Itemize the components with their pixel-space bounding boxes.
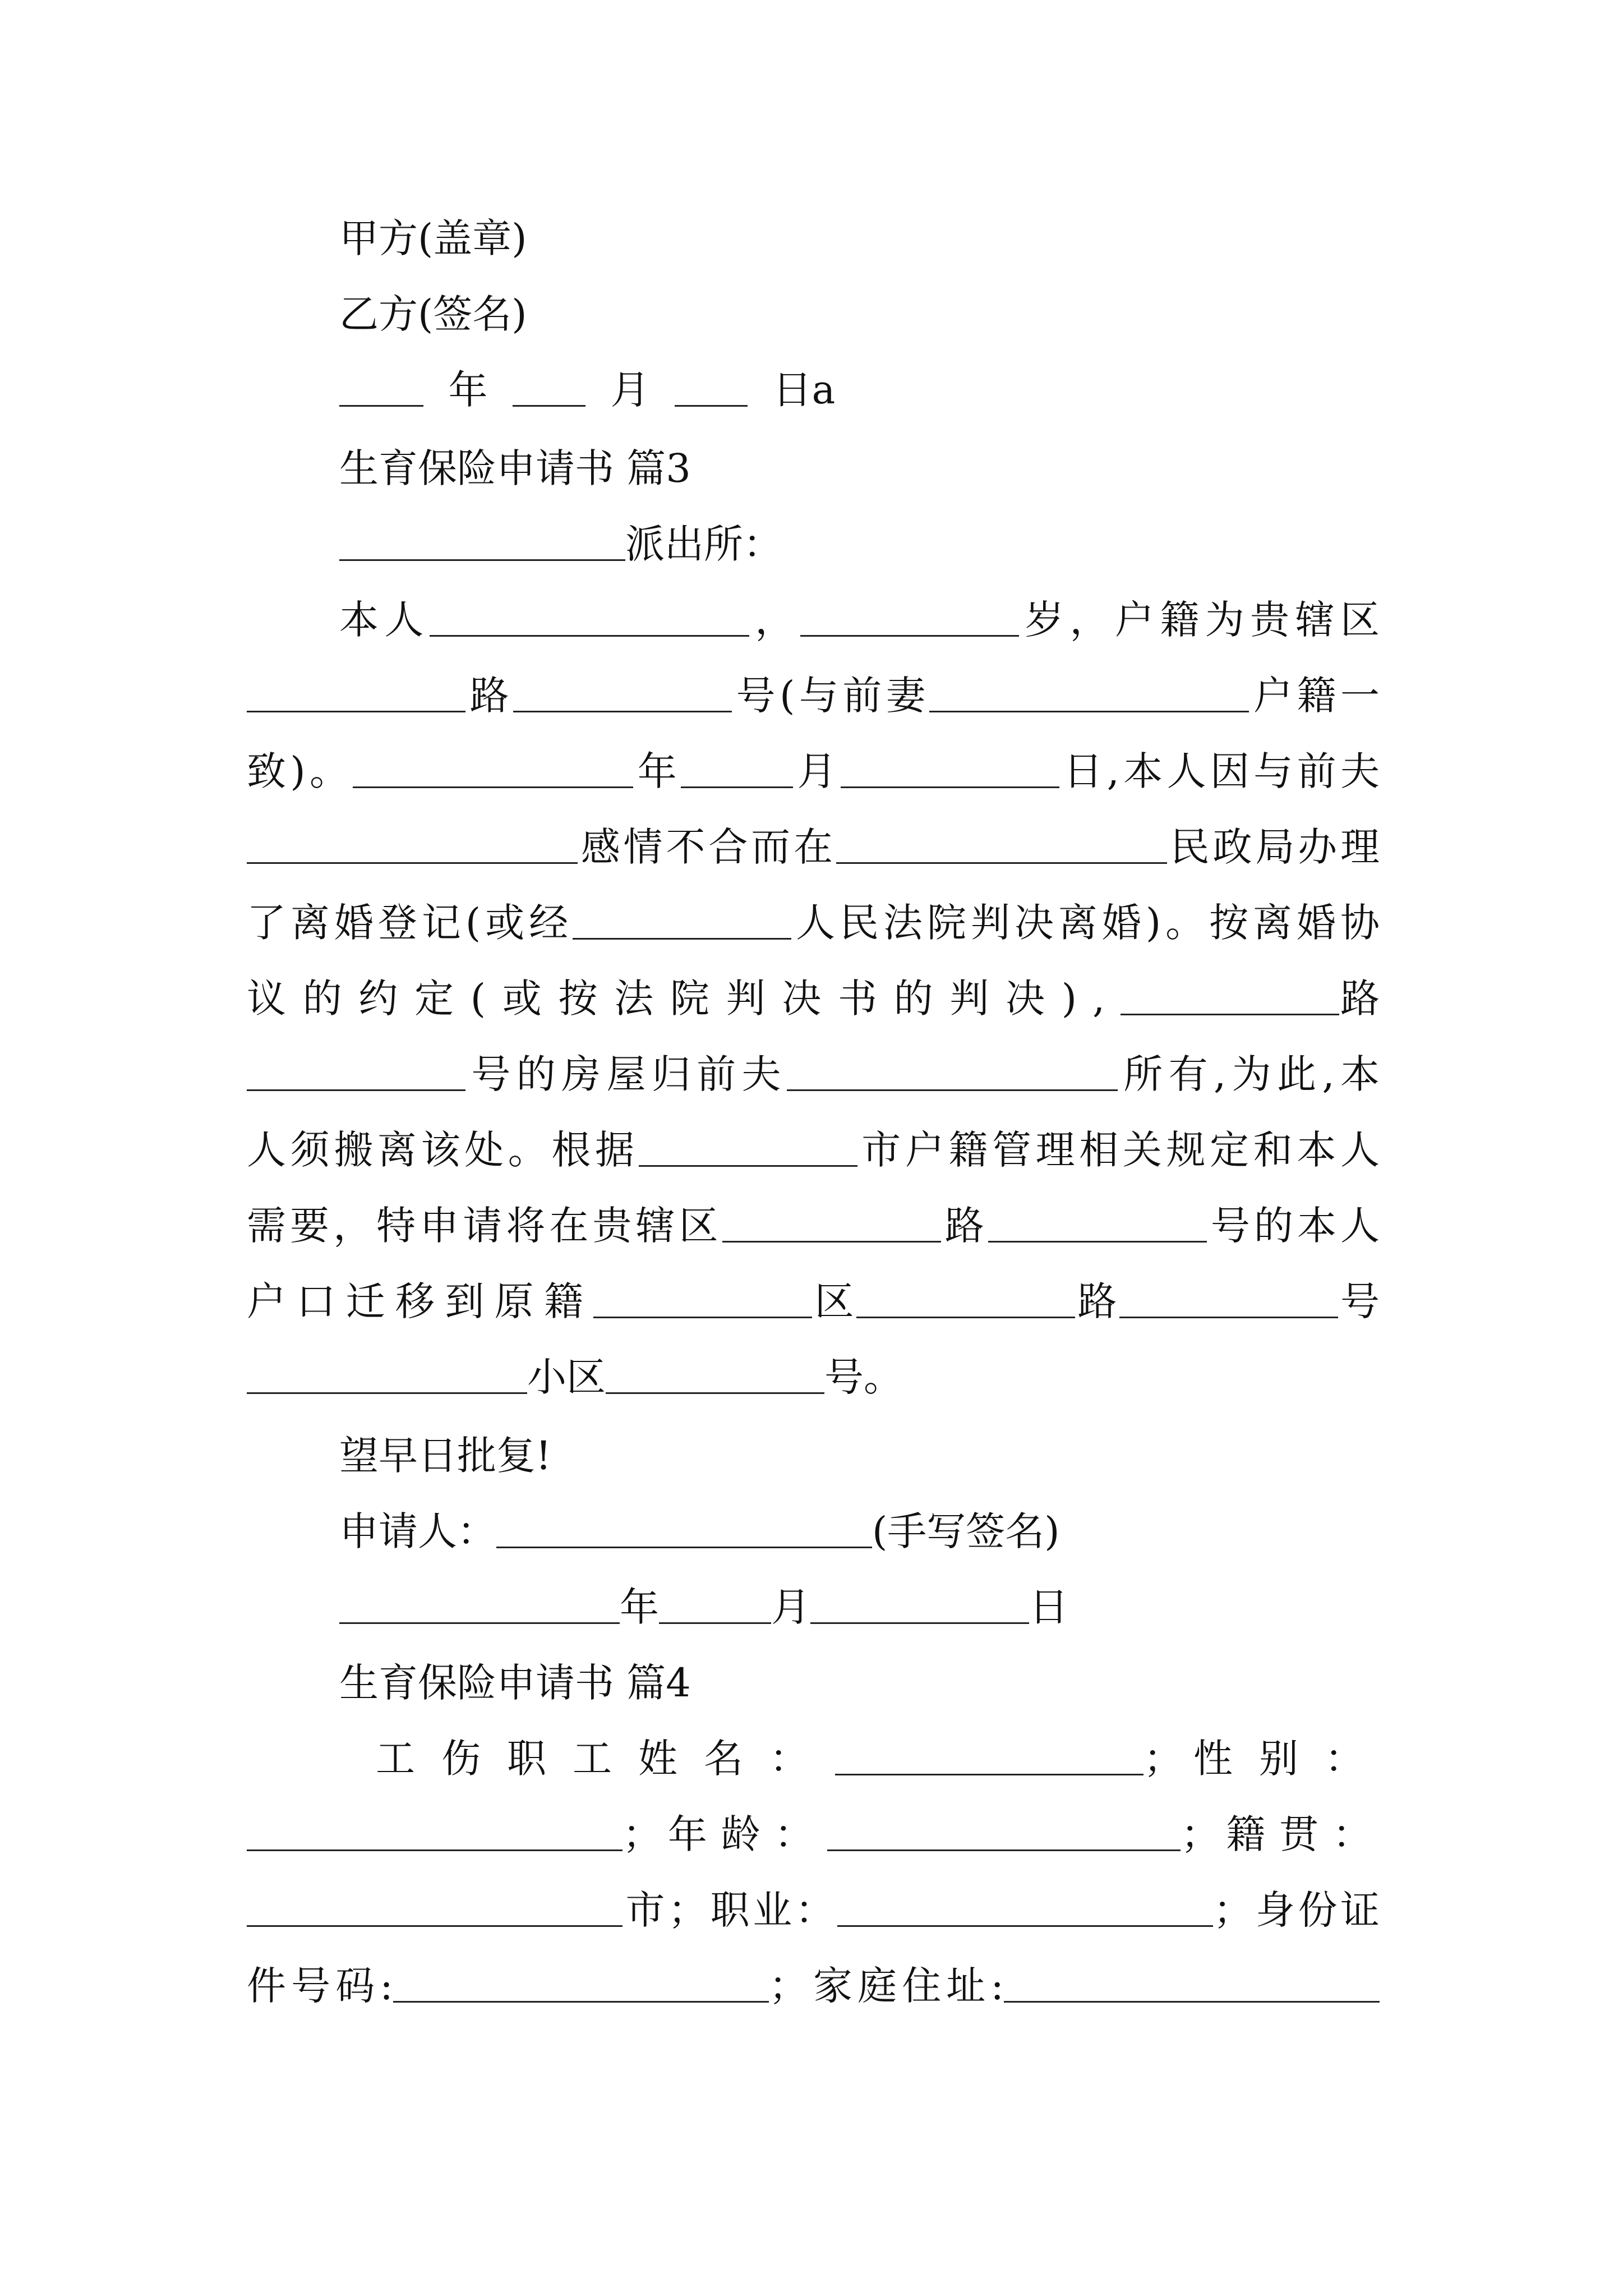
date-line-1: 年 月 日a [339, 365, 1380, 415]
blank [810, 1583, 1029, 1624]
body-line-1: 本人 ， 岁，户籍为贵辖区 [339, 597, 1380, 643]
blank [247, 823, 578, 864]
blank [639, 1126, 857, 1167]
blank [988, 1202, 1207, 1243]
blank [800, 596, 1019, 637]
date-line-2: 年 月 日 [339, 1582, 1380, 1632]
form-line-4: 件号码: ；家庭住址: [247, 1961, 1380, 2011]
blank [837, 1886, 1213, 1927]
blank [513, 671, 732, 712]
body-line-9: 需要，特申请将在贵辖区 路 号的本人 [247, 1203, 1380, 1249]
form-line-2: ；年龄： ；籍贯： [247, 1809, 1380, 1860]
form-line-1: 工伤职工姓名： ；性别： [376, 1736, 1380, 1782]
section-heading-4: 生育保险申请书 篇4 [339, 1660, 691, 1706]
body-line-11: 小区 号。 [247, 1352, 1380, 1402]
blank [247, 1886, 623, 1927]
blank [836, 823, 1167, 864]
body-line-8: 人须搬离该处。根据 市户籍管理相关规定和本人 [247, 1127, 1380, 1173]
blank [835, 1734, 1144, 1775]
blank [681, 747, 793, 788]
body-line-7: 号的房屋归前夫 所有,为此,本 [247, 1049, 1380, 1099]
blank [841, 747, 1059, 788]
blank [593, 1277, 812, 1318]
blank [573, 899, 791, 940]
blank [430, 596, 749, 637]
blank [339, 1583, 620, 1624]
party-a-seal: 甲方(盖章) [339, 215, 527, 261]
blank [339, 520, 625, 561]
blank [856, 1277, 1075, 1318]
applicant-signature-line: 申请人： (手写签名) [339, 1508, 1060, 1554]
blank [1121, 974, 1339, 1015]
blank [1004, 1962, 1380, 2003]
body-line-4: 感情不合而在 民政局办理 [247, 822, 1380, 872]
blank [606, 1353, 824, 1394]
section-heading-3: 生育保险申请书 篇3 [339, 445, 691, 491]
body-line-10: 户口迁移到原籍 区 路 号 [247, 1278, 1380, 1324]
blank [929, 671, 1249, 712]
blank [247, 671, 465, 712]
party-b-signature: 乙方(签名) [339, 291, 527, 337]
blank [1119, 1277, 1338, 1318]
blank [247, 1050, 465, 1091]
blank [353, 747, 633, 788]
blank [247, 1353, 527, 1394]
blank [827, 1810, 1181, 1851]
body-line-3: 致)。 年 月 日,本人因与前夫 [247, 748, 1380, 794]
blank [496, 1507, 872, 1548]
body-line-6: 议的约定(或按法院判决书的判决), 路 [247, 976, 1380, 1022]
blank [722, 1202, 941, 1243]
form-line-3: 市；职业： ；身份证 [247, 1885, 1380, 1935]
blank [339, 366, 423, 407]
addressee-line: 派出所： [339, 519, 1380, 569]
blank [675, 366, 748, 407]
blank [393, 1962, 769, 2003]
blank [659, 1583, 771, 1624]
blank [513, 366, 585, 407]
blank [247, 1810, 623, 1851]
blank [787, 1050, 1118, 1091]
body-line-5: 了离婚登记(或经 人民法院判决离婚)。按离婚协 [247, 900, 1380, 946]
closing-line: 望早日批复! [339, 1433, 552, 1479]
body-line-2: 路 号(与前妻 户籍一 [247, 670, 1380, 721]
